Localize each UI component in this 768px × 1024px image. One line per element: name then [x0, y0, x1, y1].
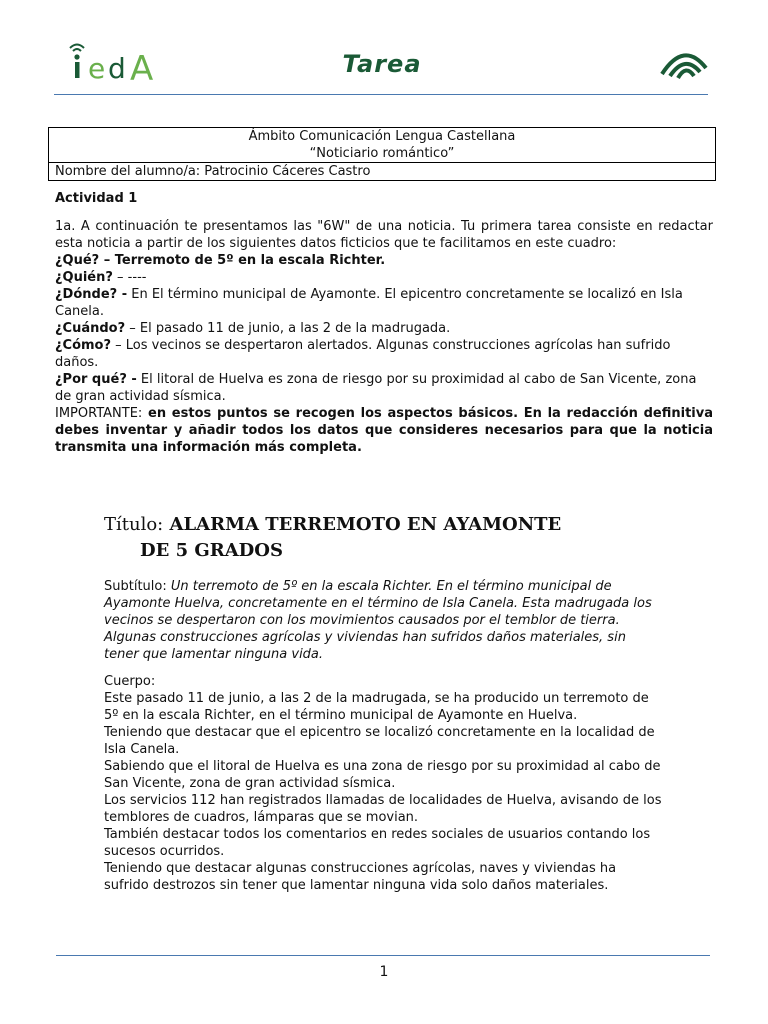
news-article	[104, 512, 664, 894]
task-name: “Noticiario romántico”	[309, 146, 455, 161]
body-paragraph: También destacar todos los comentarios en redes sociales de usuarios contando los sucesos ocurridos.	[104, 827, 651, 859]
title-line-1: ALARMA TERREMOTO EN AYAMONTE	[169, 514, 562, 535]
svg-text:e: e	[88, 52, 106, 85]
svg-text:A: A	[130, 49, 154, 88]
body-label: Cuerpo:	[104, 674, 156, 689]
body-paragraph: Los servicios 112 han registrados llamadas de localidades de Huelva, avisando de los temblores de cuadros, lámparas que se movian.	[104, 793, 662, 825]
footer-divider	[56, 955, 710, 956]
junta-andalucia-logo	[660, 44, 708, 80]
body-paragraph: Este pasado 11 de junio, a las 2 de la madrugada, se ha producido un terremoto de 5º en la escala Richter, en el término municipal de Ayamonte en Huelva.	[104, 691, 649, 723]
title-line-2: DE 5 GRADOS	[140, 540, 283, 561]
subtitle-label: Subtítulo:	[104, 579, 171, 594]
svg-text:d: d	[108, 52, 126, 85]
question-donde: ¿Dónde? - En El término municipal de Ayamonte. El epicentro concretamente se localizó en Isla Canela.	[55, 287, 683, 319]
important-note: IMPORTANTE: en estos puntos se recogen los aspectos básicos. En la redacción definitiva debes inventar y añadir todos los datos que consideres necesarios para que la noticia transmita una información más completa.	[55, 406, 713, 455]
subtitle-text: Un terremoto de 5º en la escala Richter. En el término municipal de Ayamonte Huelva, concretamente en el término de Isla Canela. Esta madrugada los vecinos se despertaron con los movimientos causados por el temblor de tierra. Algunas construcciones agrícolas y viviendas han sufridos daños materiales, sin tener que lamentar ninguna vida.	[104, 579, 652, 662]
activity-heading: Actividad 1	[55, 191, 138, 206]
student-name: Nombre del alumno/a: Patrocinio Cáceres Castro	[49, 163, 716, 181]
w-questions-list	[55, 252, 713, 405]
article-title	[104, 512, 664, 564]
article-subtitle	[104, 578, 664, 663]
title-label: Título:	[104, 514, 164, 535]
question-cuando: ¿Cuándo? – El pasado 11 de junio, a las 2 de la madrugada.	[55, 321, 451, 336]
activity-intro: 1a. A continuación te presentamos las "6W" de una noticia. Tu primera tarea consiste en redactar esta noticia a partir de los siguientes datos ficticios que te facilitamos en este cuadro:	[55, 219, 713, 251]
body-paragraph: Teniendo que destacar que el epicentro se localizó concretamente en la localidad de Isla Canela.	[104, 725, 655, 757]
question-quien: ¿Quién? – ----	[55, 270, 147, 285]
page-number: 1	[379, 964, 389, 980]
question-que: ¿Qué? – Terremoto de 5º en la escala Richter.	[55, 253, 386, 268]
question-por-que: ¿Por qué? - El litoral de Huelva es zona de riesgo por su proximidad al cabo de San Vicente, zona de gran actividad sísmica.	[55, 372, 697, 404]
article-body	[104, 673, 664, 894]
header-title: Tarea	[342, 50, 422, 78]
page-header	[56, 38, 708, 94]
header-divider	[54, 94, 708, 95]
body-paragraph: Teniendo que destacar algunas construcciones agrícolas, naves y viviendas ha sufrido destrozos sin tener que lamentar ninguna vida solo daños materiales.	[104, 861, 617, 893]
question-como: ¿Cómo? – Los vecinos se despertaron alertados. Algunas construcciones agrícolas han sufrido daños.	[55, 338, 671, 370]
ambito-text: Ámbito Comunicación Lengua Castellana	[248, 129, 516, 144]
activity-section	[55, 190, 713, 456]
body-paragraph: Sabiendo que el litoral de Huelva es una zona de riesgo por su proximidad al cabo de San Vicente, zona de gran actividad sísmica.	[104, 759, 661, 791]
info-heading-cell	[49, 128, 716, 163]
info-table	[48, 127, 716, 181]
